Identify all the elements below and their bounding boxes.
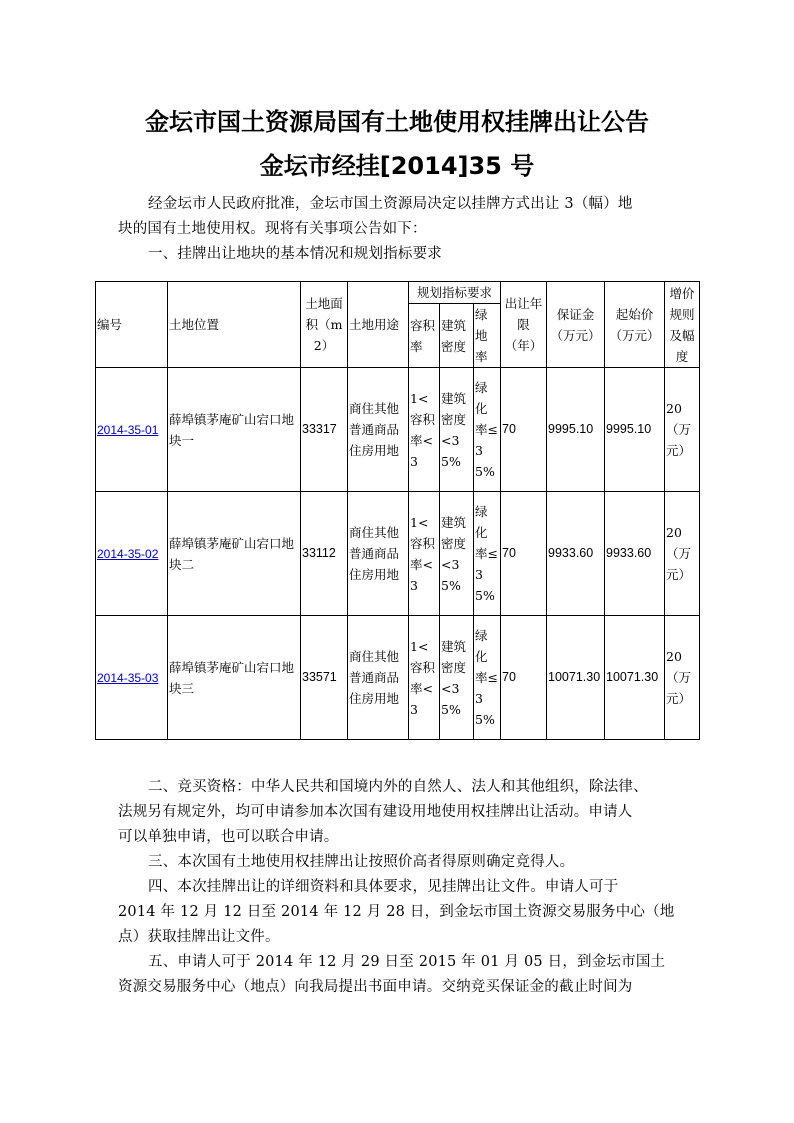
section4-line: 四、本次挂牌出让的详细资料和具体要求，见挂牌出让文件。申请人可于 <box>148 879 619 895</box>
parcel-far: 1<容积率<3 <box>409 368 440 492</box>
parcel-deposit: 10071.30 <box>547 616 605 740</box>
header-term: 出让年限（年） <box>501 282 547 368</box>
header-far: 容积率 <box>409 304 440 368</box>
parcel-density: 建筑密度<35% <box>440 492 474 616</box>
parcel-green: 绿化率≤35% <box>474 616 501 740</box>
header-location: 土地位置 <box>168 282 301 368</box>
intro-paragraph <box>118 192 678 267</box>
parcel-increment: 20（万元） <box>665 616 700 740</box>
parcel-term: 70 <box>501 616 547 740</box>
section5-line: 五、申请人可于 2014 年 12 月 29 日至 2015 年 01 月 05 日，到金坛市国土 <box>148 954 666 970</box>
parcel-id-link[interactable]: 2014-35-01 <box>97 422 159 437</box>
section1-heading: 一、挂牌出让地块的基本情况和规划指标要求 <box>148 246 442 262</box>
intro-line: 经金坛市人民政府批准，金坛市国土资源局决定以挂牌方式出让 3（幅）地 <box>148 196 633 212</box>
parcel-far: 1<容积率<3 <box>409 492 440 616</box>
section2-paragraph <box>118 775 678 1000</box>
parcel-start-price: 9933.60 <box>605 492 665 616</box>
table-row <box>96 368 700 492</box>
section5-line: 资源交易服务中心（地点）向我局提出书面申请。交纳竞买保证金的截止时间为 <box>118 979 633 995</box>
parcel-deposit: 9933.60 <box>547 492 605 616</box>
parcel-density: 建筑密度<35% <box>440 616 474 740</box>
parcel-use: 商住其他普通商品住房用地 <box>348 368 409 492</box>
parcel-far: 1<容积率<3 <box>409 616 440 740</box>
section4-line: 2014 年 12 月 12 日至 2014 年 12 月 28 日，到金坛市国土资源交易服务中心（地 <box>118 904 675 920</box>
table-row <box>96 616 700 740</box>
parcel-increment: 20（万元） <box>665 368 700 492</box>
header-green: 绿地率 <box>474 304 501 368</box>
parcel-area: 33112 <box>301 492 348 616</box>
section2-line: 可以单独申请，也可以联合申请。 <box>118 829 339 845</box>
parcel-term: 70 <box>501 492 547 616</box>
header-area: 土地面积（m2） <box>301 282 348 368</box>
land-parcel-table <box>95 281 700 740</box>
parcel-location: 薛埠镇茅庵矿山宕口地块一 <box>168 368 301 492</box>
parcel-use: 商住其他普通商品住房用地 <box>348 492 409 616</box>
parcel-increment: 20（万元） <box>665 492 700 616</box>
section4-line: 点）获取挂牌出让文件。 <box>118 929 280 945</box>
header-id: 编号 <box>96 282 168 368</box>
parcel-location: 薛埠镇茅庵矿山宕口地块三 <box>168 616 301 740</box>
parcel-id-link[interactable]: 2014-35-03 <box>97 670 159 685</box>
header-use: 土地用途 <box>348 282 409 368</box>
parcel-green: 绿化率≤35% <box>474 368 501 492</box>
header-start-price: 起始价（万元） <box>605 282 665 368</box>
header-planning: 规划指标要求 <box>409 282 501 304</box>
header-deposit: 保证金（万元） <box>547 282 605 368</box>
section2-line: 法规另有规定外，均可申请参加本次国有建设用地使用权挂牌出让活动。申请人 <box>118 804 633 820</box>
header-density: 建筑密度 <box>440 304 474 368</box>
document-title: 金坛市国土资源局国有土地使用权挂牌出让公告 <box>145 108 649 136</box>
parcel-area: 33317 <box>301 368 348 492</box>
parcel-green: 绿化率≤35% <box>474 492 501 616</box>
parcel-location: 薛埠镇茅庵矿山宕口地块二 <box>168 492 301 616</box>
parcel-area: 33571 <box>301 616 348 740</box>
parcel-use: 商住其他普通商品住房用地 <box>348 616 409 740</box>
intro-line: 块的国有土地使用权。现将有关事项公告如下： <box>118 221 427 237</box>
document-number: 金坛市经挂[2014]35 号 <box>259 152 535 180</box>
parcel-deposit: 9995.10 <box>547 368 605 492</box>
parcel-id-link[interactable]: 2014-35-02 <box>97 546 159 561</box>
header-increment: 增价规则及幅度 <box>665 282 700 368</box>
table-row <box>96 492 700 616</box>
section3-paragraph: 三、本次国有土地使用权挂牌出让按照价高者得原则确定竞得人。 <box>148 854 575 870</box>
parcel-density: 建筑密度<35% <box>440 368 474 492</box>
parcel-term: 70 <box>501 368 547 492</box>
section2-line: 二、竞买资格：中华人民共和国境内外的自然人、法人和其他组织，除法律、 <box>148 779 648 795</box>
parcel-start-price: 9995.10 <box>605 368 665 492</box>
parcel-start-price: 10071.30 <box>605 616 665 740</box>
